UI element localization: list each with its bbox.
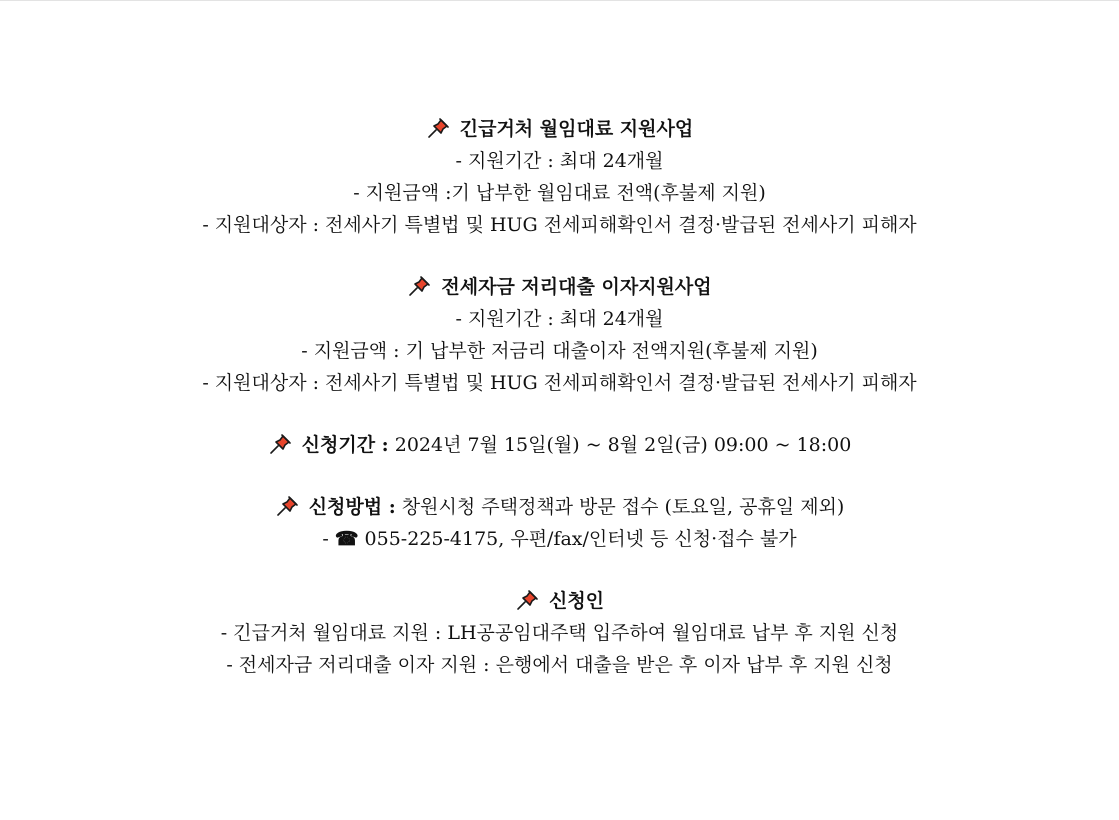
detail-line: - 지원대상자 : 전세사기 특별법 및 HUG 전세피해확인서 결정·발급된 전세사기 피해자 <box>202 214 917 236</box>
phone-prefix: - <box>322 528 335 550</box>
method-label: 신청방법 : <box>308 496 396 518</box>
section-application-method <box>0 491 1119 555</box>
detail-line: - 지원기간 : 최대 24개월 <box>455 150 664 172</box>
section-applicant <box>0 585 1119 681</box>
period-line <box>0 429 1119 461</box>
heading-text: 신청인 <box>548 590 605 612</box>
top-divider <box>0 0 1119 1</box>
method-value: 창원시청 주택정책과 방문 접수 (토요일, 공휴일 제외) <box>395 496 845 518</box>
section-heading <box>0 585 1119 617</box>
detail-line: - 지원대상자 : 전세사기 특별법 및 HUG 전세피해확인서 결정·발급된 전세사기 피해자 <box>202 372 917 394</box>
section-emergency-rent-support <box>0 113 1119 241</box>
heading-text: 긴급거처 월임대료 지원사업 <box>459 118 694 140</box>
pushpin-icon <box>407 273 433 297</box>
detail-line: - 지원기간 : 최대 24개월 <box>455 308 664 330</box>
detail-line: - 긴급거처 월임대료 지원 : LH공공임대주택 입주하여 월임대료 납부 후 지원 신청 <box>220 622 899 644</box>
detail-line: - 전세자금 저리대출 이자 지원 : 은행에서 대출을 받은 후 이자 납부 후 지원 신청 <box>226 654 893 676</box>
heading-text: 전세자금 저리대출 이자지원사업 <box>441 276 712 298</box>
section-loan-interest-support <box>0 271 1119 399</box>
detail-line: - 지원금액 :기 납부한 월임대료 전액(후불제 지원) <box>353 182 766 204</box>
phone-line <box>0 523 1119 555</box>
method-line <box>0 491 1119 523</box>
pushpin-icon <box>426 115 452 139</box>
pushpin-icon <box>275 493 301 517</box>
section-application-period <box>0 429 1119 461</box>
notice-content <box>0 113 1119 681</box>
pushpin-icon <box>268 431 294 455</box>
detail-line: - 지원금액 : 기 납부한 저금리 대출이자 전액지원(후불제 지원) <box>301 340 818 362</box>
section-heading <box>0 271 1119 303</box>
telephone-icon: ☎ <box>334 528 359 550</box>
pushpin-icon <box>515 587 541 611</box>
period-label: 신청기간 : <box>301 434 389 456</box>
phone-text: 055-225-4175, 우편/fax/인터넷 등 신청·접수 불가 <box>358 528 797 550</box>
period-value: 2024년 7월 15일(월) ~ 8월 2일(금) 09:00 ~ 18:00 <box>388 434 852 456</box>
section-heading <box>0 113 1119 145</box>
